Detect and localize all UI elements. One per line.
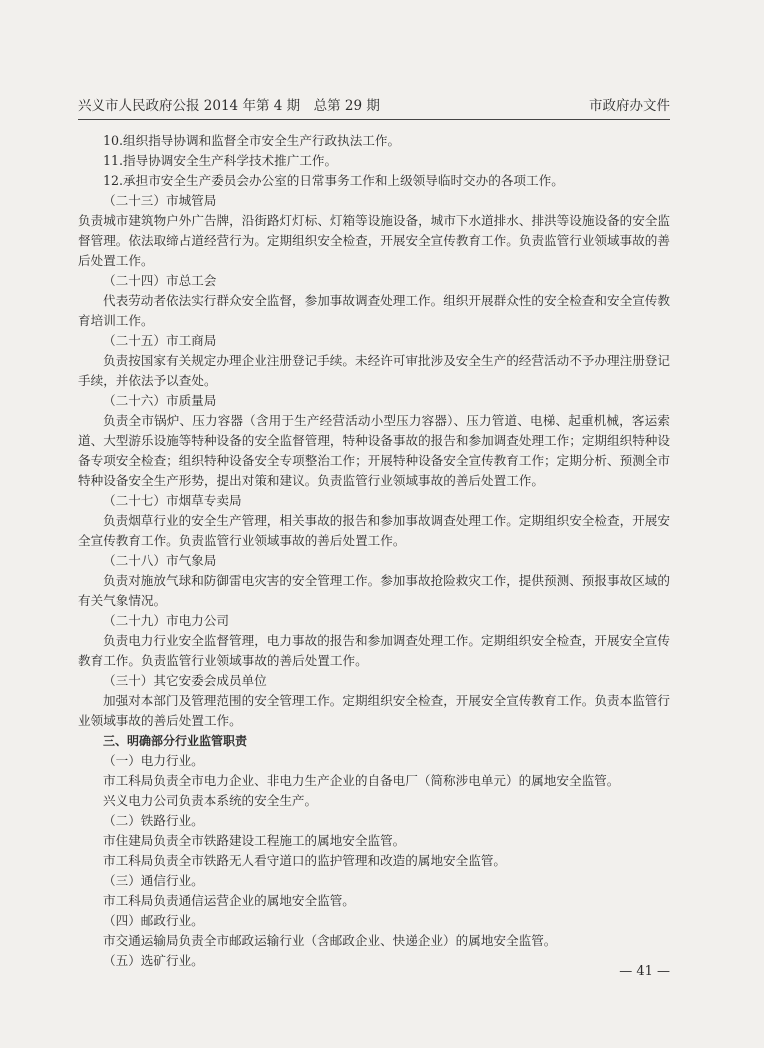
paragraph: （三）通信行业。 [103,873,204,888]
paragraph: （二）铁路行业。 [103,813,204,828]
document-body [78,131,670,971]
paragraph: （二十七）市烟草专卖局 [103,493,242,508]
paragraph: 负责电力行业安全监督管理，电力事故的报告和参加调查处理工作。定期组织安全检查，开展安全宣传教育工作。负责监管行业领域事故的善后处置工作。 [78,633,670,668]
paragraph: 市工科局负责全市电力企业、非电力生产企业的自备电厂（简称涉电单元）的属地安全监管。 [103,773,620,788]
paragraph: （二十四）市总工会 [103,273,217,288]
paragraph: 负责按国家有关规定办理企业注册登记手续。未经许可审批涉及安全生产的经营活动不予办理注册登记手续，并依法予以查处。 [78,353,670,388]
paragraph: （四）邮政行业。 [103,913,204,928]
paragraph: 12.承担市安全生产委员会办公室的日常事务工作和上级领导临时交办的各项工作。 [103,173,564,188]
paragraph: 负责全市锅炉、压力容器（含用于生产经营活动小型压力容器）、压力管道、电梯、起重机械，客运索道、大型游乐设施等特种设备的安全监督管理，特种设备事故的报告和参加调查处理工作；定期组织特种设备专项安全检查；组织特种设备安全专项整治工作；开展特种设备安全宣传教育工作；定期分析、预测全市特种设备安全生产形势，提出对策和建议。负责监管行业领域事故的善后处置工作。 [78,413,670,488]
paragraph: （一）电力行业。 [103,753,204,768]
paragraph: （二十九）市电力公司 [103,613,229,628]
paragraph: 加强对本部门及管理范围的安全管理工作。定期组织安全检查，开展安全宣传教育工作。负责本监管行业领域事故的善后处置工作。 [78,693,670,728]
section-heading: 三、明确部分行业监管职责 [103,734,248,748]
running-header [78,94,670,114]
header-divider [78,119,670,120]
paragraph: （五）选矿行业。 [103,953,204,968]
paragraph: 市住建局负责全市铁路建设工程施工的属地安全监管。 [103,833,406,848]
page-number: — 41 — [619,964,670,979]
paragraph: 负责对施放气球和防御雷电灾害的安全管理工作。参加事故抢险救灾工作，提供预测、预报事故区域的有关气象情况。 [78,573,670,608]
paragraph: 10.组织指导协调和监督全市安全生产行政执法工作。 [103,133,401,148]
header-publication-title: 兴义市人民政府公报 2014 年第 4 期 总第 29 期 [78,98,380,114]
paragraph: （三十）其它安委会成员单位 [103,673,267,688]
paragraph: （二十五）市工商局 [103,333,217,348]
paragraph: 代表劳动者依法实行群众安全监督，参加事故调查处理工作。组织开展群众性的安全检查和安全宣传教育培训工作。 [78,293,670,328]
paragraph: （二十三）市城管局 [103,193,217,208]
paragraph: （二十八）市气象局 [103,553,217,568]
header-section-title: 市政府办文件 [589,98,670,114]
paragraph: 市工科局负责全市铁路无人看守道口的监护管理和改造的属地安全监管。 [103,853,506,868]
paragraph: 11.指导协调安全生产科学技术推广工作。 [103,153,338,168]
paragraph: 负责烟草行业的安全生产管理，相关事故的报告和参加事故调查处理工作。定期组织安全检查，开展安全宣传教育工作。负责监管行业领域事故的善后处置工作。 [78,513,670,548]
paragraph: 市交通运输局负责全市邮政运输行业（含邮政企业、快递企业）的属地安全监管。 [103,933,557,948]
paragraph: （二十六）市质量局 [103,393,217,408]
paragraph: 兴义电力公司负责本系统的安全生产。 [103,793,318,808]
paragraph: 负责城市建筑物户外广告牌，沿街路灯灯标、灯箱等设施设备，城市下水道排水、排洪等设施设备的安全监督管理。依法取缔占道经营行为。定期组织安全检查，开展安全宣传教育工作。负责监管行业领域事故的善后处置工作。 [78,213,670,268]
paragraph: 市工科局负责通信运营企业的属地安全监管。 [103,893,355,908]
